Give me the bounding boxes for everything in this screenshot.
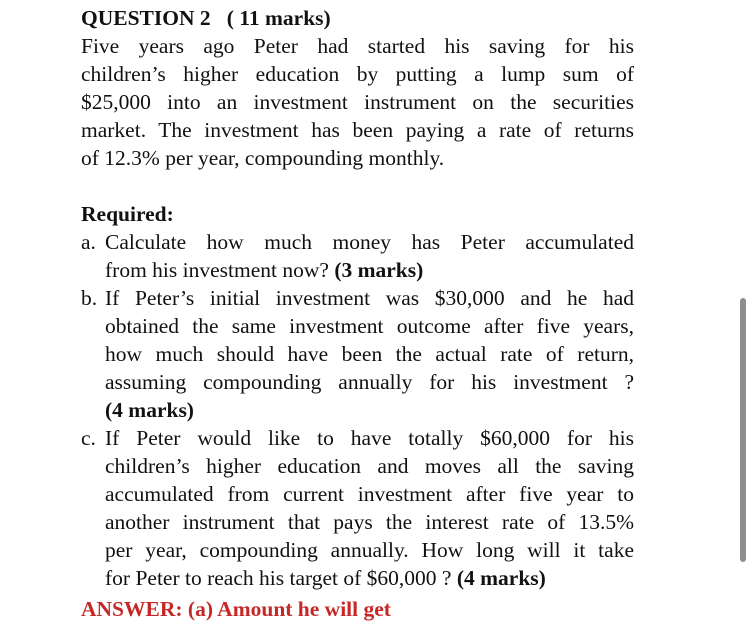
item-line: from his investment now?: [105, 258, 329, 282]
intro-line: of 12.3% per year, compounding monthly.: [81, 146, 445, 170]
item-line: children’s higher education and moves all the saving: [105, 454, 634, 478]
intro-line: $25,000 into an investment instrument on the securities: [81, 90, 634, 114]
item-line: another instrument that pays the interest rate of 13.5%: [105, 510, 634, 534]
item-marks: (4 marks): [105, 398, 194, 422]
cut-off-text: ANSWER: (a) Amount he will get: [81, 597, 391, 621]
item-line: per year, compounding annually. How long will it take: [105, 538, 634, 562]
item-marks: (4 marks): [456, 566, 546, 590]
item-line: how much should have been the actual rate of return,: [105, 342, 634, 366]
item-line: for Peter to reach his target of $60,000 ?: [105, 566, 452, 590]
required-item-b: [81, 284, 634, 424]
required-item-a: [81, 228, 634, 284]
question-heading: [81, 4, 634, 32]
required-heading: Required:: [81, 202, 174, 226]
cut-off-answer-line: [81, 590, 634, 621]
intro-line: market. The investment has been paying a rate of returns: [81, 118, 634, 142]
item-line-last: [105, 396, 634, 424]
question-marks: ( 11 marks): [226, 6, 331, 30]
required-item-c: [81, 424, 634, 592]
item-line: If Peter would like to have totally $60,000 for his: [105, 426, 634, 450]
item-line: If Peter’s initial investment was $30,000 and he had: [105, 286, 634, 310]
item-marker: a.: [81, 230, 96, 254]
item-line-last: [105, 256, 634, 284]
question-document: [81, 4, 634, 592]
intro-line: Five years ago Peter had started his saving for his: [81, 34, 634, 58]
item-line: obtained the same investment outcome after five years,: [105, 314, 634, 338]
item-line: assuming compounding annually for his investment ?: [105, 370, 634, 394]
spacer: [81, 172, 634, 200]
item-marks: (3 marks): [334, 258, 424, 282]
item-marker: b.: [81, 286, 98, 310]
item-line: accumulated from current investment after five year to: [105, 482, 634, 506]
item-line-last: [105, 564, 634, 592]
question-title: QUESTION 2: [81, 6, 211, 30]
item-line: Calculate how much money has Peter accumulated: [105, 230, 634, 254]
vertical-scrollbar[interactable]: [740, 298, 746, 562]
intro-line: children’s higher education by putting a lump sum of: [81, 62, 634, 86]
item-marker: c.: [81, 426, 96, 450]
